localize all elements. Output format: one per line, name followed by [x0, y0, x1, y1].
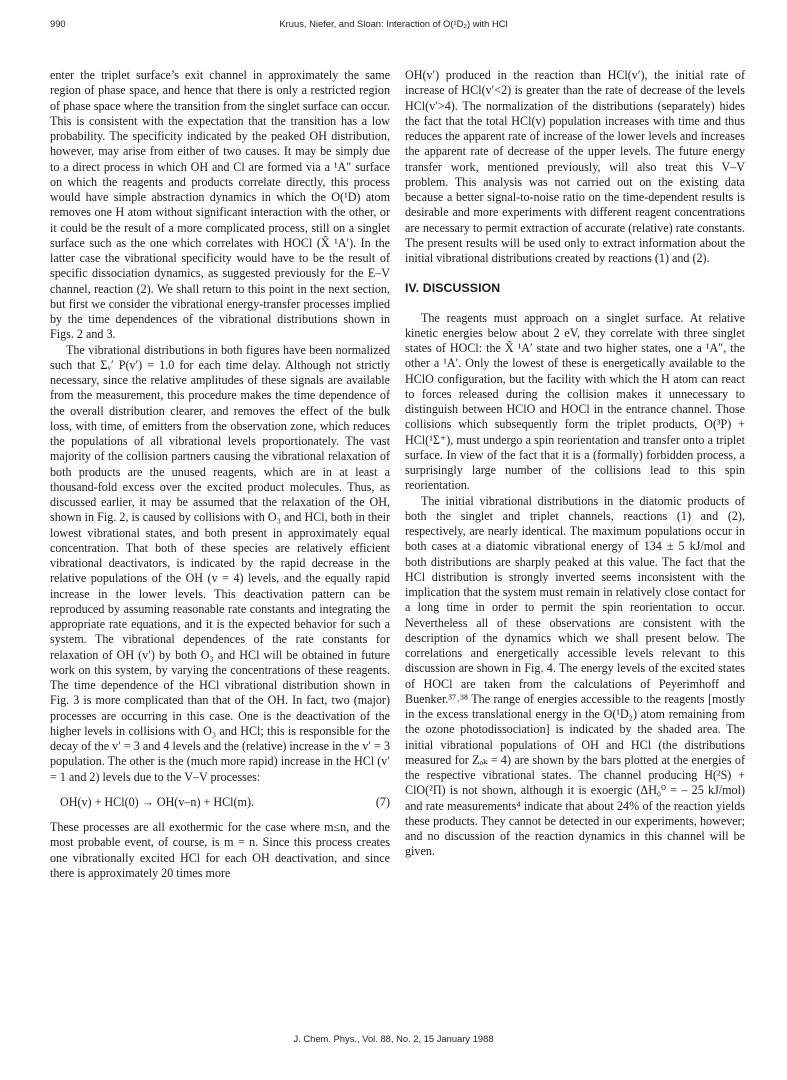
page-footer: J. Chem. Phys., Vol. 88, No. 2, 15 January 1988 — [293, 1033, 494, 1044]
left-paragraph-3: These processes are all exothermic for the case where m≤n, and the most probable event, of course, is m = n. Since this process creates one vibrationally excited HCl for each OH deactivation, and since there is approximately 20 times more — [50, 820, 390, 880]
equation-number: (7) — [375, 794, 390, 809]
section-heading: IV. DISCUSSION — [405, 281, 501, 296]
running-head: Kruus, Niefer, and Sloan: Interaction of O(¹D₂) with HCl — [279, 18, 508, 29]
page-number: 990 — [50, 18, 66, 29]
equation-body: OH(v) + HCl(0) → OH(v–n) + HCl(m). — [60, 794, 255, 809]
right-paragraph-1: OH(v′) produced in the reaction than HCl(v′), the initial rate of increase of HCl(v′<2) is greater than the rate of decrease of the levels HCl(v′>4). The normalization of the distributions (separately) hides the fact that the total HCl(v) population increases with time and thus reduces the apparent rate of increase of the lower levels and increases the apparent rate of decrease of the upper levels. The future energy transfer work, mentioned previously, will also treat this V–V problem. This analysis was not carried out on the existing data because a better signal-to-noise ratio on the time-dependent results is desirable and more experiments with different reagent concentrations are necessary to permit extraction of accurate (relative) rate constants. The present results will be used only to extract information about the initial vibrational distributions created by reactions (1) and (2). — [405, 68, 745, 265]
page-header — [0, 18, 787, 34]
right-paragraph-2: The reagents must approach on a singlet surface. At relative kinetic energies below about 2 eV, they correlate with three singlet states of HOCl: the X̃ ¹A′ state and two higher states, one a ¹A″, the other a ¹A′. Only the lowest of these is energetically available to the HClO configuration, but the facility with which the H atom can react to forces released during the collision makes it unnecessary to distinguish between HClO and HOCl in the entrance channel. Those collisions which subsequently form the triplet products, O(³P) + HCl(¹Σ⁺), must undergo a spin reorientation and transfer onto a triplet surface. In view of the fact that it is a (formally) forbidden process, a surprisingly large number of the collisions lead to this spin reorientation. — [405, 310, 745, 493]
equation-7 — [50, 795, 390, 810]
right-column — [405, 68, 745, 860]
left-paragraph-2: The vibrational distributions in both figures have been normalized such that Σᵥ′ P(v′) = 1.0 for each time delay. Although not strictly necessary, since the relative amplitudes of these signals are available from the measurement, this procedure makes the time dependence of the overall distribution clearer, and removes the effect of the bulk loss, with time, of emitters from the observation zone, which reduces the populations of all vibrational levels proportionately. The vast majority of the collision partners causing the vibrational relaxation of both products are the unused reagents, which are in at least a thousand-fold excess over the excited product molecules. Thus, as discussed earlier, it may be assumed that the relaxation of the OH, shown in Fig. 2, is caused by collisions with O₃ and HCl, both in their lowest vibrational states, and both present in approximately equal concentration. That both of these species are relatively efficient vibrational deactivators, is indicated by the rapid decrease in the relative populations of the OH (v = 4) levels, and the equally rapid increase in the lower levels. This deactivation pattern can be reproduced by assuming reasonable rate constants and integrating the appropriate rate equations, and it is the expected behavior for such a system. The vibrational dependences of the rate constants for relaxation of OH (v′) by both O₃ and HCl will be obtained in future work on this system, by varying the concentrations of these reagents. The time dependence of the HCl vibrational distribution shown in Fig. 3 is more complicated than that of the OH. In fact, two (major) processes are occurring in this case. One is the deactivation of the higher levels in collisions with O₃ and HCl; this is responsible for the decay of the v′ = 3 and 4 levels and the (relative) increase in the v′ = 3 population. The other is the (much more rapid) increase in the HCl (v′ = 1 and 2) levels due to the V–V processes: — [50, 342, 390, 784]
left-paragraph-1: enter the triplet surface’s exit channel in approximately the same region of phase space, and hence that there is only a restricted region of phase space where the transition from the singlet surface can occur. This is consistent with the expectation that the transition has a low probability. The specificity indicated by the peaked OH distribution, however, may arise from either of two causes. It may be simply due to a direct process in which OH and Cl are formed via a ¹A″ surface on which the reagents and products correlate directly, this process would have simple abstraction dynamics in which the O(¹D) atom removes one H atom without significant interaction with the other, or it could be the result of a more complicated process, still on a singlet surface such as the one which correlates with HOCl (X̃ ¹A′). In the latter case the vibrational specificity would have to be the result of specific dissociation dynamics, as suggested previously for the E–V channel, reaction (2). We shall return to this point in the next section, but first we consider the vibrational energy-transfer processes implied by the time dependences of the vibrational distributions shown in Figs. 2 and 3. — [50, 68, 390, 342]
right-paragraph-3: The initial vibrational distributions in the diatomic products of both the singlet and triplet channels, reactions (1) and (2), respectively, are nearly identical. The maximum populations occur in both cases at a diatomic vibrational energy of 134 ± 5 kJ/mol and both distributions are sharply peaked at this value. The fact that the HCl distribution is strongly inverted seems inconsistent with the implication that the system must remain in relatively close contact for a long time in order to permit the spin reorientation to occur. Nevertheless all of these observations are consistent with the description of the dynamics which we shall present below. The correlations and energetically accessible levels relevant to this discussion are shown in Fig. 4. The energy levels of the excited states of HOCl are taken from the calculations of Peyerimhoff and Buenker.³⁷˒³⁸ The range of energies accessible to the reagents [mostly in the excess translational energy in the O(¹D₂) atom remaining from the ozone photodissociation] is indicated by the shaded area. The initial vibrational populations of OH and HCl (the distributions measured for Zₒₖ = 4) are shown by the bars plotted at the energies of the respective vibrational states. The channel producing H(²S) + ClO(²Π) is not shown, although it is exoergic (ΔH₀⁰ = – 25 kJ/mol) and rate measurements⁴ indicate that about 24% of the reaction yields these products. They cannot be detected in our experiments, however; and no discussion of the reaction dynamics in this channel will be given. — [405, 493, 745, 859]
left-column — [50, 68, 390, 881]
